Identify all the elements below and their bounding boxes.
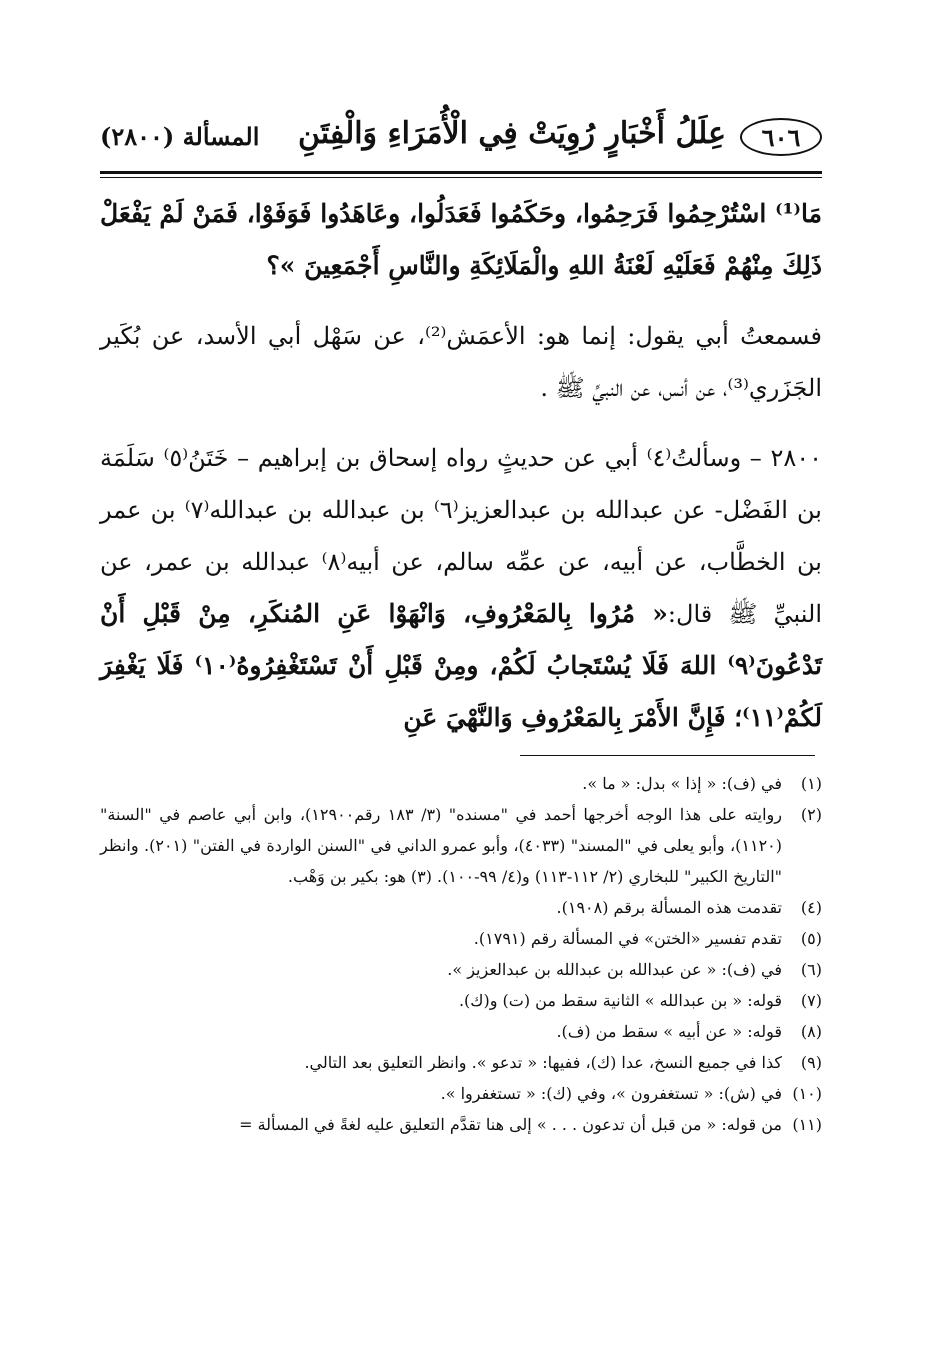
- footnote: [100, 799, 822, 892]
- paragraph-issue-2800: [100, 432, 822, 744]
- footnote-text: قوله: « عن أبيه » سقط من (ف).: [556, 1022, 782, 1041]
- footnote-number: (٢): [800, 805, 822, 824]
- footnote-number: (١١): [792, 1115, 822, 1134]
- footnote-number: (١): [800, 774, 822, 793]
- issue-label: المسألة (٢٨٠٠): [100, 122, 260, 151]
- footnote-number: (٥): [800, 929, 822, 948]
- footnote-separator: [520, 755, 815, 756]
- main-text: [100, 188, 822, 744]
- footnote-text: تقدمت هذه المسألة برقم (١٩٠٨).: [556, 898, 782, 917]
- footnote-text: قوله: « بن عبدالله » الثانية سقط من (ت) و(ك).: [458, 991, 782, 1010]
- paragraph-abu-hatim-comment: فسمعتُ أبي يقول: إنما هو: الأعمَش⁽²⁾، عن سَهْل أبي الأسد، عن بُكَير الجَزَري⁽³⁾، عن أنس، عن النبيِّ ﷺ .: [100, 322, 822, 402]
- footnote: [100, 1109, 822, 1140]
- footnote-text: كذا في جميع النسخ، عدا (ك)، ففيها: « تدعو ». وانظر التعليق بعد التالي.: [304, 1053, 782, 1072]
- footnote-text: في (ف): « عن عبدالله بن عبدالله بن عبدالعزيز ».: [447, 960, 782, 979]
- footnote: [100, 985, 822, 1016]
- footnote: [100, 1078, 822, 1109]
- footnote-text: في (ش): « تستغفرون »، وفي (ك): « تستغفروا ».: [440, 1084, 782, 1103]
- footnotes: [100, 768, 822, 1140]
- running-header: [100, 112, 822, 164]
- header-rule-thick: [100, 171, 822, 174]
- footnote: [100, 892, 822, 923]
- footnote-number: (٩): [800, 1053, 822, 1072]
- book-title: عِلَلُ أَخْبَارٍ رُوِيَتْ فِي الْأُمَرَاءِ وَالْفِتَنِ: [298, 116, 726, 151]
- footnote-number: (٤): [800, 898, 822, 917]
- footnote-number: (٨): [800, 1022, 822, 1041]
- footnote-text: من قوله: « من قبل أن تدعون . . . » إلى هنا تقدَّم التعليق عليه لغةً في المسألة =: [239, 1115, 782, 1134]
- footnote: [100, 768, 822, 799]
- footnote-text: في (ف): « إذا » بدل: « ما ».: [582, 774, 782, 793]
- page-number: ٦٠٦: [740, 118, 822, 156]
- footnote-number: (٧): [800, 991, 822, 1010]
- footnote-text: روايته على هذا الوجه أخرجها أحمد في "مسنده" (٣/ ١٨٣ رقم١٢٩٠٠)، وابن أبي عاصم في "السنة" (١١٢٠)، وأبو يعلى في "المسند" (٤٠٣٣)، وأبو عمرو الداني في "السنن الواردة في الفتن" (٢٠١). وانظر "التاريخ الكبير" للبخاري (٢/ ١١٢-١١٣) و(٤/ ٩٩-١٠٠). (٣) هو: بكير بن وَهْب.: [100, 805, 783, 886]
- footnote: [100, 923, 822, 954]
- footnote-text: تقدم تفسير «الختن» في المسألة رقم (١٧٩١).: [473, 929, 782, 948]
- issue-2800-isnad: ٢٨٠٠ – وسألتُ⁽٤⁾ أبي عن حديثٍ رواه إسحاق بن إبراهيم – خَتَنُ⁽٥⁾ سَلَمَة بن الفَضْل- عن عبدالله بن عبدالعزيز⁽٦⁾ بن عبدالله بن عبدالله⁽٧⁾ بن عمر بن الخطَّاب، عن أبيه، عن عمِّه سالم، عن أبيه⁽٨⁾ عبدالله بن عمر، عن النبيِّ ﷺ قال:: [100, 444, 823, 628]
- footnote: [100, 954, 822, 985]
- paragraph-hadith-end: مَا⁽¹⁾ اسْتُرْحِمُوا فَرَحِمُوا، وحَكَمُوا فَعَدَلُوا، وعَاهَدُوا فَوَفَوْا، فَمَنْ لَمْ يَفْعَلْ ذَلِكَ مِنْهُمْ فَعَلَيْهِ لَعْنَةُ اللهِ والْمَلَائِكَةِ والنَّاسِ أَجْمَعِينَ »؟: [100, 199, 822, 280]
- footnote-number: (٦): [800, 960, 822, 979]
- header-rule-thin: [100, 177, 822, 178]
- issue-2800-hadith-text: « مُرُوا بِالمَعْرُوفِ، وَانْهَوْا عَنِ المُنكَرِ، مِنْ قَبْلِ أَنْ تَدْعُونَ⁽٩⁾ اللهَ فَلَا يُسْتَجابُ لَكُمْ، ومِنْ قَبْلِ أَنْ تَسْتَغْفِرُوهُ⁽١٠⁾ فَلَا يَغْفِرَ لَكُمْ⁽١١⁾؛ فَإِنَّ الأَمْرَ بِالمَعْرُوفِ وَالنَّهْيَ عَنِ: [100, 599, 822, 732]
- footnote: [100, 1016, 822, 1047]
- footnote-number: (١٠): [792, 1084, 822, 1103]
- footnote: [100, 1047, 822, 1078]
